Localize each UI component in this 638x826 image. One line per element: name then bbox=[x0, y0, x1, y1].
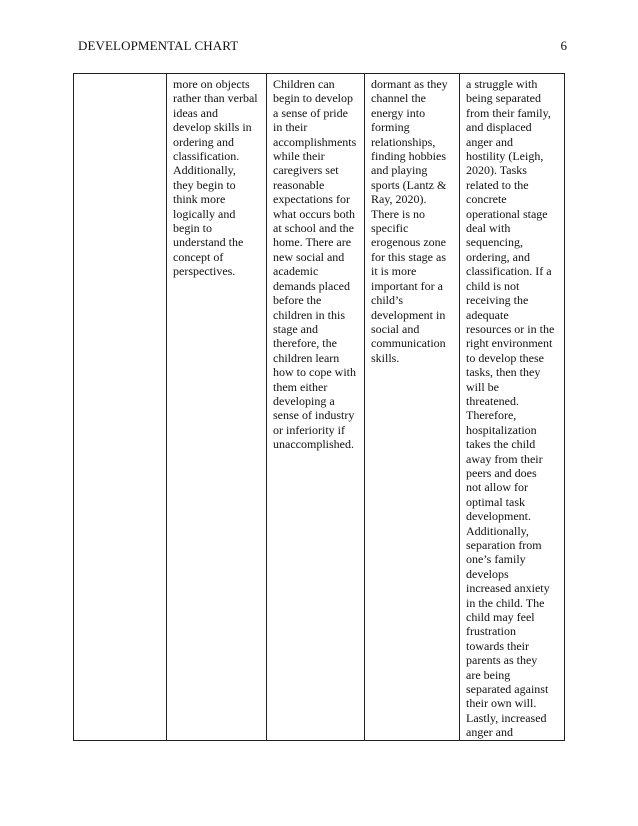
table-cell-psychosexual bbox=[365, 74, 460, 741]
table-cell-cognitive bbox=[167, 74, 267, 741]
table-cell-stage bbox=[74, 74, 167, 741]
cell-text: more on objects rather than verbal ideas and develop skills in ordering and classification. Additionally, they begin to think more logically and begin to understand the concept of perspectives. bbox=[173, 77, 258, 279]
cell-text: Children can begin to develop a sense of pride in their accomplishments while their caregivers set reasonable expectations for what occurs both at school and the home. There are new social and academic demands placed before the children in this stage and therefore, the children learn how to cope with them either developing a sense of industry or inferiority if unaccomplished. bbox=[273, 77, 357, 452]
table-cell-psychosocial bbox=[267, 74, 365, 741]
table-cell-hospitalization bbox=[460, 74, 565, 741]
developmental-chart-table bbox=[73, 73, 565, 741]
table-row bbox=[74, 74, 565, 741]
running-head: DEVELOPMENTAL CHART bbox=[78, 38, 239, 53]
cell-text: a struggle with being separated from their family, and displaced anger and hostility (Leigh, 2020). Tasks related to the concrete operational stage deal with sequencing, ordering, and classification. If a child is not receiving the adequate resources or in the right environment to develop these tasks, then they will be threatened. Therefore, hospitalization takes the child away from their peers and does not allow for optimal task development. Additionally, separation from one’s family develops increased anxiety in the child. The child may feel frustration towards their parents as they are being separated against their own will. Lastly, increased anger and bbox=[466, 77, 555, 740]
page-number: 6 bbox=[560, 38, 567, 53]
cell-text: dormant as they channel the energy into forming relationships, finding hobbies and playing sports (Lantz & Ray, 2020). There is no specific erogenous zone for this stage as it is more important for a child’s development in social and communication skills. bbox=[371, 77, 448, 365]
